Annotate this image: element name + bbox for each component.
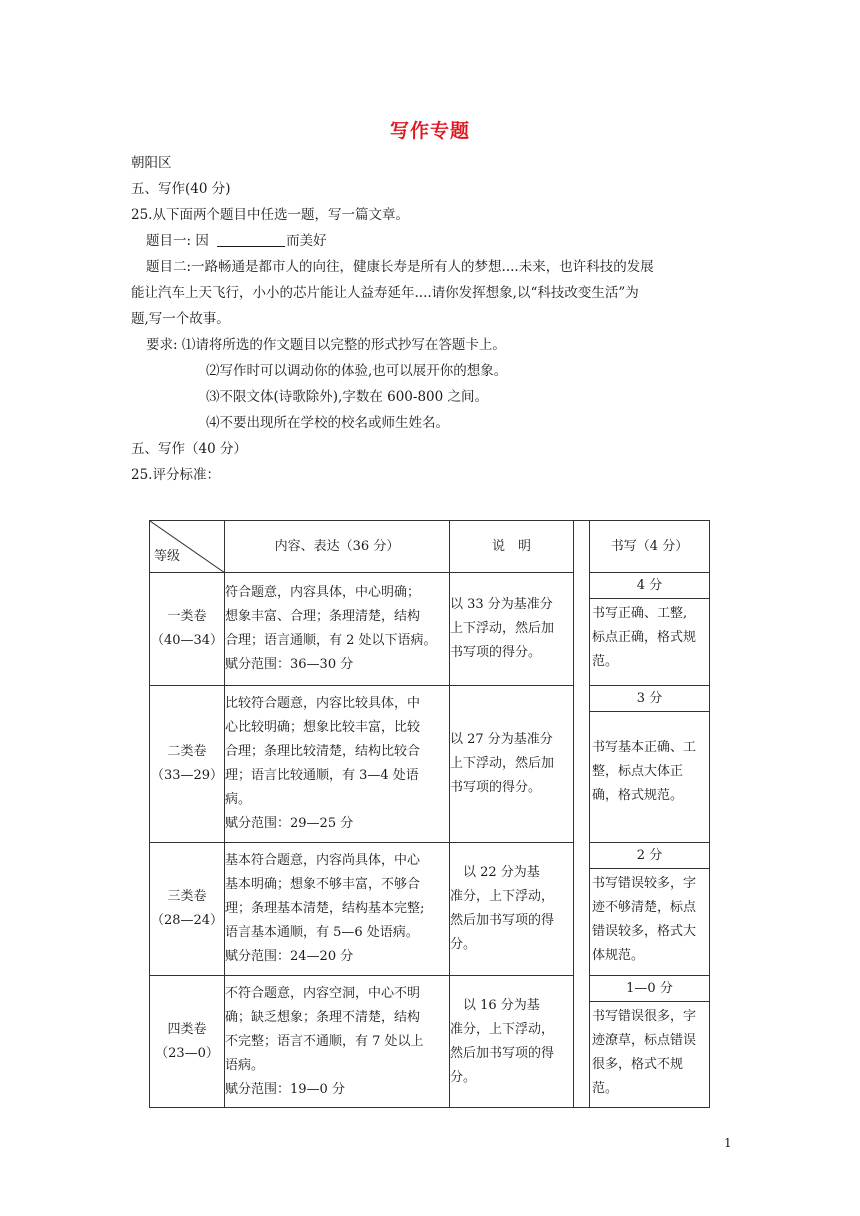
content-line: 合理；条理比较清楚，结构比较合 (225, 744, 421, 759)
section-heading: 五、写作(40 分) (131, 181, 231, 197)
grade-cell (150, 686, 225, 843)
grade-name: 三类卷 (167, 889, 207, 904)
scoring-heading: 25.评分标准： (131, 467, 220, 483)
grade-range: （28—24） (150, 913, 224, 928)
grade-name: 一类卷 (167, 609, 207, 624)
content-line: 赋分范围：36—30 分 (225, 657, 354, 672)
content-line: 赋分范围：19—0 分 (225, 1081, 345, 1097)
writing-desc (590, 1002, 709, 1101)
writing-score: 3 分 (590, 686, 709, 712)
note-cell (450, 843, 574, 976)
content-line: 语病。 (225, 1057, 265, 1073)
note-line: 然后加书写项的得 (450, 913, 555, 928)
spacer-column (574, 521, 590, 1108)
writing-desc-line: 书写正确、工整, (592, 606, 688, 621)
requirement-4: ⑷不要出现所在学校的校名或师生姓名。 (206, 415, 449, 431)
grade-header-cell (150, 521, 225, 573)
topic-one (146, 231, 327, 251)
writing-desc-line: 标点正确，格式规 (592, 630, 697, 645)
writing-desc-line: 书写错误很多，字 (592, 1009, 697, 1024)
requirement-1: 要求: ⑴请将所选的作文题目以完整的形式抄写在答题卡上。 (146, 337, 506, 353)
note-line: 以 33 分为基准分 (450, 597, 553, 612)
grade-cell (150, 573, 225, 686)
table-header-row (150, 521, 710, 573)
grade-range: （23—0） (155, 1045, 219, 1061)
writing-header: 书写（4 分） (590, 521, 710, 573)
content-header: 内容、表达（36 分） (225, 521, 450, 573)
note-line: 上下浮动，然后加 (450, 621, 555, 636)
grade-range: （33—29） (150, 768, 224, 783)
writing-desc-line: 确，格式规范。 (592, 788, 684, 803)
writing-desc (590, 599, 709, 674)
writing-desc-line: 错误较多，格式大 (592, 924, 697, 939)
note-line: 书写项的得分。 (450, 780, 542, 795)
content-cell (225, 976, 450, 1108)
content-line: 不完整；语言不通顺，有 7 处以上 (225, 1033, 424, 1049)
question-25: 25.从下面两个题目中任选一题，写一篇文章。 (131, 207, 409, 223)
grade-header: 等级 (154, 549, 181, 564)
content-line: 不符合题意，内容空洞，中心不明 (225, 985, 421, 1001)
content-line: 理；语言比较通顺，有 3—4 处语 (225, 768, 419, 783)
scoring-table (149, 520, 710, 1108)
content-line: 比较符合题意，内容比较具体，中 (225, 696, 421, 711)
content-line: 语言基本通顺，有 5—6 处语病。 (225, 925, 419, 940)
page-title: 写作专题 (389, 120, 470, 142)
content-line: 赋分范围：29—25 分 (225, 816, 354, 831)
content-line: 基本明确；想象不够丰富，不够合 (225, 877, 421, 892)
table-row (150, 573, 710, 686)
note-line: 分。 (450, 937, 477, 952)
content-line: 合理；语言通顺，有 2 处以下语病。 (225, 633, 437, 648)
grade-name: 四类卷 (167, 1021, 207, 1037)
section-heading-2: 五、写作（40 分） (131, 441, 247, 457)
content-cell (225, 843, 450, 976)
topic-two-line-3: 题,写一个故事。 (131, 311, 230, 327)
note-line: 上下浮动，然后加 (450, 756, 555, 771)
note-line: 书写项的得分。 (450, 645, 542, 660)
content-line: 理；条理基本清楚，结构基本完整; (225, 901, 425, 916)
grade-range: （40—34） (150, 633, 224, 648)
table-row (150, 843, 710, 976)
fill-blank (217, 232, 285, 247)
district-label: 朝阳区 (131, 155, 172, 171)
grade-cell (150, 843, 225, 976)
topic-two-line-2: 能让汽车上天飞行，小小的芯片能让人益寿延年....请你发挥想象,以“科技改变生活”为 (131, 285, 639, 301)
content-cell (225, 573, 450, 686)
writing-desc-line: 书写错误较多，字 (592, 876, 697, 891)
requirement-2: ⑵写作时可以调动你的体验,也可以展开你的想象。 (206, 363, 508, 379)
note-line: 准分，上下浮动， (450, 1021, 555, 1037)
writing-desc-line: 体规范。 (592, 948, 645, 963)
content-line: 赋分范围：24—20 分 (225, 949, 354, 964)
writing-score: 1—0 分 (590, 976, 709, 1002)
writing-cell (590, 976, 710, 1108)
note-cell (450, 686, 574, 843)
writing-score: 2 分 (590, 843, 709, 869)
writing-desc-line: 书写基本正确、工 (592, 740, 697, 755)
note-line: 以 27 分为基准分 (450, 732, 553, 747)
writing-desc-line: 迹潦草，标点错误 (592, 1033, 697, 1048)
table-row (150, 686, 710, 843)
grade-cell (150, 976, 225, 1108)
writing-desc (590, 869, 709, 968)
writing-desc-line: 迹不够清楚，标点 (592, 900, 697, 915)
writing-cell (590, 573, 710, 686)
writing-desc-line: 范。 (592, 654, 619, 669)
writing-desc (590, 712, 709, 808)
requirement-3: ⑶不限文体(诗歌除外),字数在 600-800 之间。 (206, 389, 489, 405)
content-line: 病。 (225, 792, 252, 807)
note-line: 然后加书写项的得 (450, 1045, 555, 1061)
content-cell (225, 686, 450, 843)
note-header: 说 明 (450, 521, 574, 573)
grade-name: 二类卷 (167, 744, 207, 759)
writing-desc-line: 范。 (592, 1081, 619, 1096)
writing-cell (590, 686, 710, 843)
note-line: 以 16 分为基 (450, 997, 540, 1013)
content-line: 想象丰富、合理；条理清楚，结构 (225, 609, 421, 624)
note-line: 准分，上下浮动， (450, 889, 555, 904)
note-line: 以 22 分为基 (450, 865, 540, 880)
content-line: 基本符合题意，内容尚具体，中心 (225, 853, 421, 868)
page-number: 1 (724, 1136, 732, 1150)
note-line: 分。 (450, 1069, 477, 1085)
note-cell (450, 976, 574, 1108)
content-line: 符合题意，内容具体，中心明确； (225, 585, 421, 600)
writing-desc-line: 很多，格式不规 (592, 1057, 684, 1072)
writing-desc-line: 整，标点大体正 (592, 764, 684, 779)
content-line: 心比较明确；想象比较丰富，比较 (225, 720, 421, 735)
note-cell (450, 573, 574, 686)
table-row (150, 976, 710, 1108)
topic-one-suffix: 而美好 (286, 233, 327, 249)
writing-score: 4 分 (590, 573, 709, 599)
topic-two-line-1: 题目二:一路畅通是都市人的向往，健康长寿是所有人的梦想....未来，也许科技的发展 (146, 259, 654, 275)
content-line: 确；缺乏想象；条理不清楚，结构 (225, 1009, 421, 1025)
topic-one-prefix: 题目一: 因 (146, 233, 214, 249)
writing-cell (590, 843, 710, 976)
